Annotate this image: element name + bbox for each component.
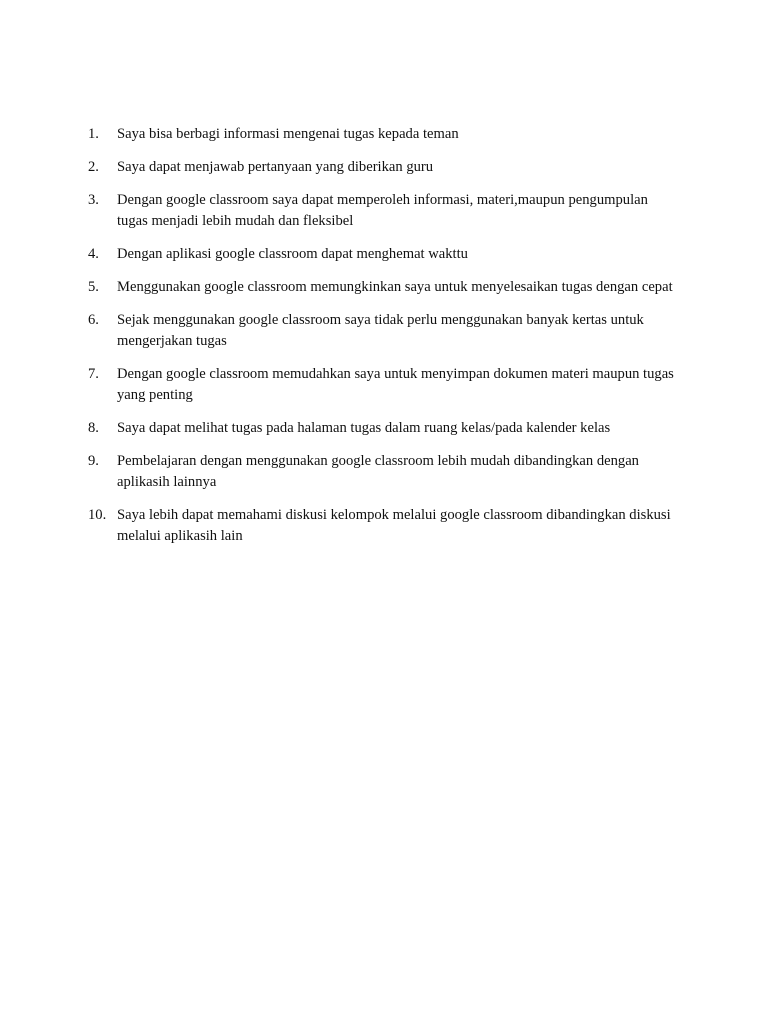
list-item xyxy=(88,244,678,265)
list-item xyxy=(88,124,678,145)
item-number: 6. xyxy=(88,312,99,328)
list-item xyxy=(88,277,678,298)
list-item xyxy=(88,505,678,547)
list-item xyxy=(88,310,678,352)
item-text: Saya bisa berbagi informasi mengenai tugas kepada teman xyxy=(117,126,459,142)
item-number: 10. xyxy=(88,507,107,523)
list-item xyxy=(88,418,678,439)
item-number: 3. xyxy=(88,192,99,208)
item-number: 9. xyxy=(88,453,99,469)
item-number: 2. xyxy=(88,159,99,175)
item-text: Dengan aplikasi google classroom dapat menghemat wakttu xyxy=(117,246,468,262)
item-number: 1. xyxy=(88,126,99,142)
item-number: 7. xyxy=(88,366,99,382)
item-text: Menggunakan google classroom memungkinkan saya untuk menyelesaikan tugas dengan cepat xyxy=(117,279,673,295)
item-text: Saya lebih dapat memahami diskusi kelompok melalui google classroom dibandingkan diskusi melalui aplikasih lain xyxy=(117,507,671,544)
item-text: Dengan google classroom memudahkan saya untuk menyimpan dokumen materi maupun tugas yang penting xyxy=(117,366,674,403)
list-item xyxy=(88,364,678,406)
list-item xyxy=(88,451,678,493)
numbered-list xyxy=(88,124,678,559)
item-number: 4. xyxy=(88,246,99,262)
item-text: Saya dapat melihat tugas pada halaman tugas dalam ruang kelas/pada kalender kelas xyxy=(117,420,611,436)
item-text: Pembelajaran dengan menggunakan google classroom lebih mudah dibandingkan dengan aplikasih lainnya xyxy=(117,453,639,490)
list-item xyxy=(88,190,678,232)
item-text: Saya dapat menjawab pertanyaan yang diberikan guru xyxy=(117,159,434,175)
list-item xyxy=(88,157,678,178)
item-number: 8. xyxy=(88,420,99,436)
item-text: Sejak menggunakan google classroom saya tidak perlu menggunakan banyak kertas untuk mengerjakan tugas xyxy=(117,312,644,349)
item-text: Dengan google classroom saya dapat memperoleh informasi, materi,maupun pengumpulan tugas menjadi lebih mudah dan fleksibel xyxy=(117,192,648,229)
item-number: 5. xyxy=(88,279,99,295)
